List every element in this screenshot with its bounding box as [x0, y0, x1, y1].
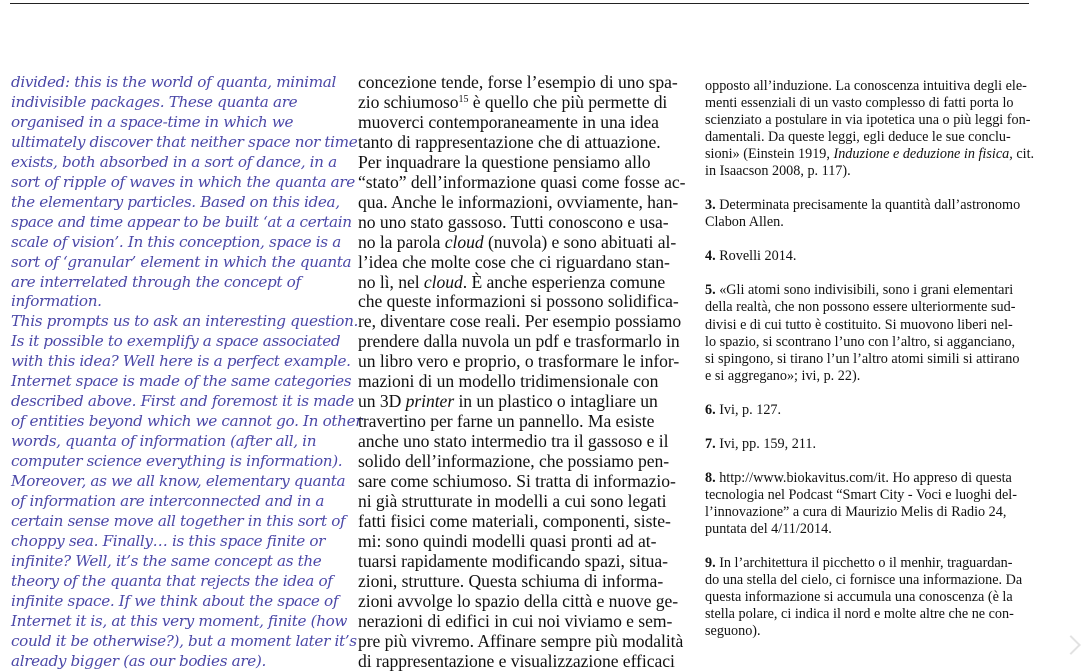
left-line: scale of vision’. In this conception, space is a — [11, 232, 341, 251]
footnote-9 — [705, 555, 1030, 640]
left-line: organised in a space-time in which we — [11, 112, 294, 131]
footnote-8 — [705, 470, 1030, 538]
footnote-line: in Isaacson 2008, p. 117). — [705, 163, 851, 180]
left-line: Is it possible to exemplify a space associated — [11, 332, 341, 351]
body-text: zio schiumoso — [358, 91, 459, 112]
body-line: solido dell’informazione, che possiamo pen- — [358, 451, 670, 472]
body-line: nerazioni di edifici in cui noi viviamo e sem- — [358, 610, 673, 631]
left-line: ultimately discover that neither space nor time — [11, 132, 358, 151]
left-line: the elementary particles. Based on this idea, — [11, 192, 340, 211]
left-line: indivisible packages. These quanta are — [11, 92, 298, 111]
body-line: mi: sono quindi modelli quasi pronti ad at- — [358, 530, 657, 551]
footnote-line: e si aggregano»; ivi, p. 22). — [705, 367, 861, 384]
left-line: with this idea? Well here is a perfect example. — [11, 352, 351, 371]
footnote-6 — [705, 402, 1030, 419]
italian-body-column — [358, 72, 686, 672]
footnote-text: sioni» (Einstein 1919, — [705, 146, 834, 163]
footnotes-column — [705, 78, 1035, 657]
footnote-text: In l’architettura il picchetto o il menhir, traguardan- — [715, 554, 1013, 571]
english-translation-column — [11, 73, 363, 672]
footnote-line — [705, 197, 1030, 214]
footnote-line — [705, 555, 1030, 572]
footnote-line — [705, 402, 1030, 419]
footnote-line — [705, 436, 1030, 453]
left-line: described above. First and foremost it is made — [11, 392, 354, 411]
body-text: è quello che più permette di — [468, 91, 668, 112]
body-line: prendere dalla nuvola un pdf e trasformarlo in — [358, 331, 680, 352]
left-line: choppy sea. Finally… is this space finite or — [11, 531, 326, 550]
footnote-line: seguono). — [705, 623, 761, 640]
left-line: already bigger (as our bodies are). — [11, 651, 266, 670]
body-text: . È anche esperienza comune — [462, 271, 666, 292]
footnote-text: «Gli atomi sono indivisibili, sono i grani elementari — [715, 282, 1014, 299]
footnote-line — [705, 146, 1035, 163]
footnote-3 — [705, 197, 1030, 231]
footnote-number: 9. — [705, 554, 716, 571]
footnote-line: lo spazio, si scontrano l’uno con l’altro, si agganciano, — [705, 333, 1016, 350]
cited-title: Induzione e deduzione in fisica, — [833, 146, 1013, 163]
footnote-line: scienziato a postulare in via ipotetica una o più leggi fon- — [705, 112, 1031, 129]
body-line: zioni, strutture. Questa schiuma di informa- — [358, 570, 664, 591]
footnote-line — [705, 282, 1030, 299]
left-line: infinite? Well, it’s the same concept as the — [11, 551, 322, 570]
left-line: are interrelated through the concept of — [11, 272, 301, 291]
body-line: un libro vero e proprio, o trasformare le infor- — [358, 351, 680, 372]
footnote-line: della realtà, che non possono essere ulteriormente sud- — [705, 299, 1016, 316]
body-text: un 3D — [358, 391, 406, 412]
body-text: (nuvola) e sono abituati al- — [483, 231, 677, 252]
footnote-number: 7. — [705, 435, 716, 452]
footnote-text: Ivi, p. 127. — [715, 401, 782, 418]
left-line: sort of ‘granular’ element in which the quanta — [11, 252, 352, 271]
body-line — [358, 233, 683, 253]
footnote-number: 4. — [705, 248, 716, 265]
footnote-text: Determinata precisamente la quantità dall’astronomo — [715, 197, 1021, 214]
body-line: l’idea che molte cose che ci riguardano stan- — [358, 251, 670, 272]
left-line: Internet it is, at this very moment, finite (how — [11, 611, 348, 630]
footnote-line: stella polare, ci indica il nord e molte altre che ne con- — [705, 606, 1014, 623]
body-line: “stato” dell’informazione quasi come fosse ac- — [358, 171, 686, 192]
italic-term: cloud — [444, 231, 484, 252]
italic-term: printer — [405, 391, 455, 412]
left-line: information. — [11, 292, 102, 311]
footnote-number: 5. — [705, 282, 716, 299]
footnote-link[interactable]: http://www.biokavitus.com/it. Ho appreso di questa — [715, 469, 1012, 486]
footnote-line: questa informazione si accumula una conoscenza (è la — [705, 589, 1013, 606]
left-line: computer science everything is information). — [11, 452, 343, 471]
body-line: di rappresentazione e visualizzazione efficaci — [358, 650, 675, 671]
footnote-line: Clabon Allen. — [705, 214, 784, 231]
body-line: anche uno stato intermedio tra il gassoso e il — [358, 431, 669, 452]
footnote-number: 6. — [705, 401, 716, 418]
footnote-ref-15[interactable]: 15 — [458, 93, 469, 105]
footnote-line: divisi e di cui tutto è costituito. Si muovono liberi nel- — [705, 316, 1013, 333]
body-line — [358, 93, 683, 113]
left-line: certain sense move all together in this sort of — [11, 511, 346, 530]
body-text: in un plastico o intagliare un — [454, 391, 658, 412]
footnote-line: l’innovazione” a cura di Maurizio Melis di Radio 24, — [705, 503, 1007, 520]
footnote-line — [705, 248, 1030, 265]
left-line: divided: this is the world of quanta, minimal — [11, 73, 336, 91]
body-line: Per inquadrare la questione pensiamo allo — [358, 151, 651, 172]
body-line: pre più vivremo. Affinare sempre più modalità — [358, 630, 684, 651]
italic-term: cloud — [423, 271, 463, 292]
footnote-4 — [705, 248, 1030, 265]
body-line: mazioni di un modello tridimensionale con — [358, 371, 659, 392]
body-line — [358, 273, 683, 293]
header-rule — [10, 3, 1029, 4]
body-line: re, diventare cose reali. Per esempio possiamo — [358, 311, 682, 332]
body-line: ni già strutturate in modelli a cui sono legati — [358, 491, 667, 512]
footnote-7 — [705, 436, 1030, 453]
body-line: no uno stato gassoso. Tutti conoscono e usa- — [358, 211, 669, 232]
left-line: of entities beyond which we cannot go. In other — [11, 412, 363, 431]
left-line: Internet space is made of the same categories — [11, 372, 352, 391]
left-line: infinite space. If we think about the space of — [11, 591, 339, 610]
footnote-2 — [705, 78, 1035, 180]
footnote-line: damentali. Da queste leggi, egli deduce le sue conclu- — [705, 129, 1011, 146]
body-line: tuarsi rapidamente modificando spazi, situa- — [358, 550, 668, 571]
left-line: could it be otherwise?), but a moment later it’s — [11, 631, 357, 650]
left-line: This prompts us to ask an interesting question. — [11, 312, 358, 331]
body-line: zioni avvolge lo spazio della città e nuove ge- — [358, 590, 679, 611]
footnote-text: cit. — [1012, 146, 1035, 163]
scroll-corner-icon — [1061, 635, 1081, 655]
footnote-line: si spingono, si tirano l’un l’altro atomi simili si attirano — [705, 350, 1020, 367]
footnote-text: Ivi, pp. 159, 211. — [715, 435, 816, 452]
left-line: space and time appear to be built ‘at a certain — [11, 212, 352, 231]
left-line: Moreover, as we all know, elementary quanta — [11, 472, 346, 491]
left-line: exists, both absorbed in a sort of dance, in a — [11, 152, 337, 171]
body-line: sare come schiumoso. Si tratta di informazio- — [358, 471, 676, 492]
left-line: sort of ripple of waves in which the quanta are — [11, 172, 355, 191]
body-text: no lì, nel — [358, 271, 424, 292]
left-line: theory of the quanta that rejects the idea of — [11, 571, 333, 590]
body-line: che queste informazioni si possono solidifica- — [358, 291, 679, 312]
left-line: of information are interconnected and in a — [11, 492, 325, 511]
footnote-line: do una stella del cielo, ci fornisce una informazione. Da — [705, 572, 1023, 589]
footnote-number: 3. — [705, 197, 716, 214]
footnote-line: puntata del 4/11/2014. — [705, 520, 832, 537]
footnote-number: 8. — [705, 469, 716, 486]
left-line: words, quanta of information (after all, in — [11, 432, 317, 451]
footnote-text: Rovelli 2014. — [715, 248, 797, 265]
body-line: tanto di rappresentazione che di attuazione. — [358, 131, 661, 152]
footnote-line: tecnologia nel Podcast “Smart City - Voci e luoghi del- — [705, 486, 1017, 503]
body-line — [358, 392, 683, 412]
body-line: fatti fisici come materiali, componenti, siste- — [358, 510, 671, 531]
body-line: qua. Anche le informazioni, ovviamente, han- — [358, 191, 679, 212]
footnote-line: menti essenziali di un vasto complesso di fatti porta lo — [705, 95, 1014, 112]
body-text: no la parola — [358, 231, 445, 252]
body-line: concezione tende, forse l’esempio di uno spa- — [358, 72, 678, 92]
body-line: travertino per farne un pannello. Ma esiste — [358, 411, 655, 432]
footnote-5 — [705, 282, 1030, 384]
body-line: muoverci contemporaneamente in una idea — [358, 111, 659, 132]
footnote-line: opposto all’induzione. La conoscenza intuitiva degli ele- — [705, 78, 1027, 94]
footnote-line — [705, 470, 1030, 487]
